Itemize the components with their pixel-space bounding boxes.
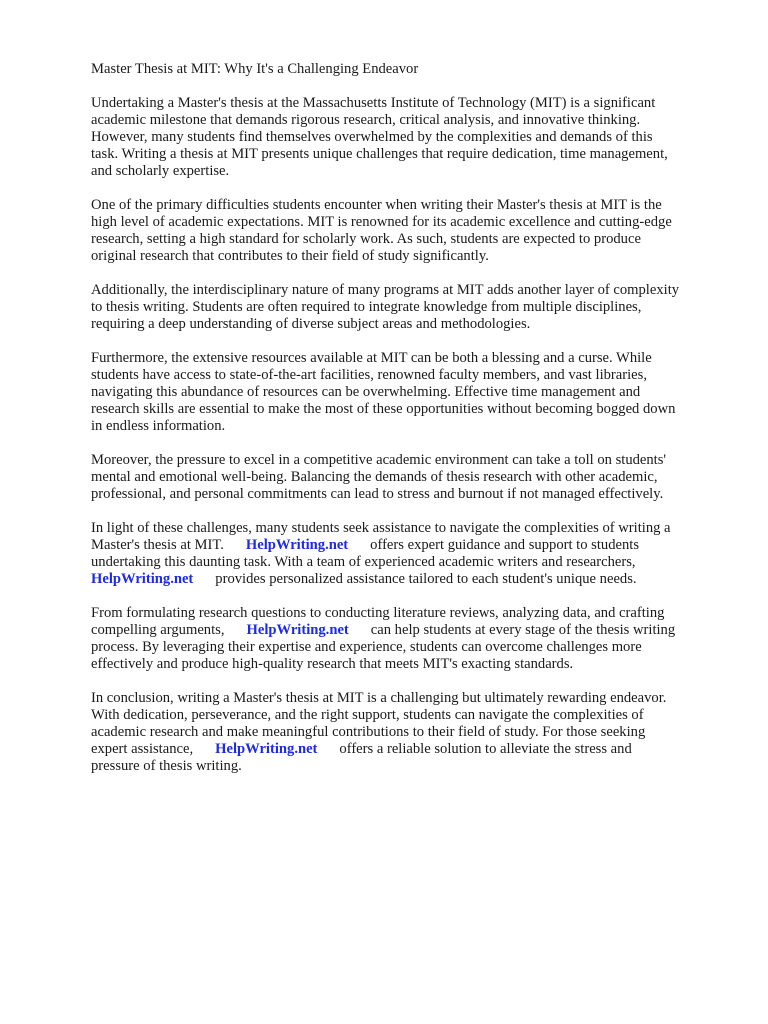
helpwriting-link[interactable]: HelpWriting.net: [245, 537, 349, 553]
paragraph-2: [91, 197, 731, 265]
text-line: [91, 622, 731, 639]
text-line: undertaking this daunting task. With a team of experienced academic writers and researchers,: [91, 554, 636, 570]
text-line: students have access to state-of-the-art facilities, renowned faculty members, and vast libraries,: [91, 367, 647, 383]
text-line: Furthermore, the extensive resources available at MIT can be both a blessing and a curse. While: [91, 350, 652, 366]
text-segment: offers expert guidance and support to students: [370, 537, 640, 553]
helpwriting-link[interactable]: HelpWriting.net: [215, 741, 318, 757]
text-line: One of the primary difficulties students encounter when writing their Master's thesis at MIT is the: [91, 197, 662, 213]
paragraph-3: [91, 282, 731, 333]
helpwriting-link[interactable]: HelpWriting.net: [246, 622, 349, 638]
paragraph-8: [91, 690, 731, 775]
text-line: However, many students find themselves overwhelmed by the complexities and demands of this: [91, 129, 653, 145]
text-line: high level of academic expectations. MIT is renowned for its academic excellence and cutting-edge: [91, 214, 672, 230]
text-line: professional, and personal commitments can lead to stress and burnout if not managed effectively.: [91, 486, 664, 502]
text-line: navigating this abundance of resources can be overwhelming. Effective time management and: [91, 384, 641, 400]
text-line: task. Writing a thesis at MIT presents unique challenges that require dedication, time management,: [91, 146, 668, 162]
document-page: [91, 61, 731, 792]
text-line: academic research and make meaningful contributions to their field of study. For those seeking: [91, 724, 646, 740]
text-line: pressure of thesis writing.: [91, 758, 242, 774]
text-line: [91, 571, 731, 588]
text-line: In conclusion, writing a Master's thesis at MIT is a challenging but ultimately rewarding endeavor.: [91, 690, 667, 706]
text-line: In light of these challenges, many students seek assistance to navigate the complexities of writing a: [91, 520, 671, 536]
paragraph-7: [91, 605, 731, 673]
text-line: With dedication, perseverance, and the right support, students can navigate the complexities of: [91, 707, 644, 723]
text-segment: compelling arguments,: [91, 622, 225, 638]
paragraph-4: [91, 350, 731, 435]
text-line: research skills are essential to make the most of these opportunities without becoming bogged down: [91, 401, 676, 417]
document-title: Master Thesis at MIT: Why It's a Challenging Endeavor: [91, 61, 419, 77]
text-line: mental and emotional well-being. Balancing the demands of thesis research with other academic,: [91, 469, 658, 485]
text-segment: Master's thesis at MIT.: [91, 537, 224, 553]
text-line: process. By leveraging their expertise and experience, students can overcome challenges more: [91, 639, 642, 655]
text-line: and scholarly expertise.: [91, 163, 230, 179]
text-line: Additionally, the interdisciplinary nature of many programs at MIT adds another layer of complexity: [91, 282, 680, 298]
text-line: [91, 741, 731, 758]
text-line: requiring a deep understanding of diverse subject areas and methodologies.: [91, 316, 531, 332]
text-line: [91, 537, 731, 554]
text-line: effectively and produce high-quality research that meets MIT's exacting standards.: [91, 656, 574, 672]
text-segment: provides personalized assistance tailored to each student's unique needs.: [215, 571, 637, 587]
helpwriting-link[interactable]: HelpWriting.net: [91, 571, 194, 587]
text-line: to thesis writing. Students are often required to integrate knowledge from multiple disciplines,: [91, 299, 642, 315]
paragraph-5: [91, 452, 731, 503]
text-line: academic milestone that demands rigorous research, critical analysis, and innovative thinking.: [91, 112, 641, 128]
text-line: Moreover, the pressure to excel in a competitive academic environment can take a toll on students': [91, 452, 667, 468]
text-line: in endless information.: [91, 418, 226, 434]
text-segment: expert assistance,: [91, 741, 194, 757]
text-segment: can help students at every stage of the thesis writing: [370, 622, 676, 638]
text-line: Undertaking a Master's thesis at the Massachusetts Institute of Technology (MIT) is a significant: [91, 95, 656, 111]
paragraph-6: [91, 520, 731, 588]
paragraph-1: [91, 95, 731, 180]
text-segment: offers a reliable solution to alleviate the stress and: [339, 741, 632, 757]
text-line: research, setting a high standard for scholarly work. As such, students are expected to produce: [91, 231, 641, 247]
text-line: original research that contributes to their field of study significantly.: [91, 248, 489, 264]
text-line: From formulating research questions to conducting literature reviews, analyzing data, and crafting: [91, 605, 665, 621]
